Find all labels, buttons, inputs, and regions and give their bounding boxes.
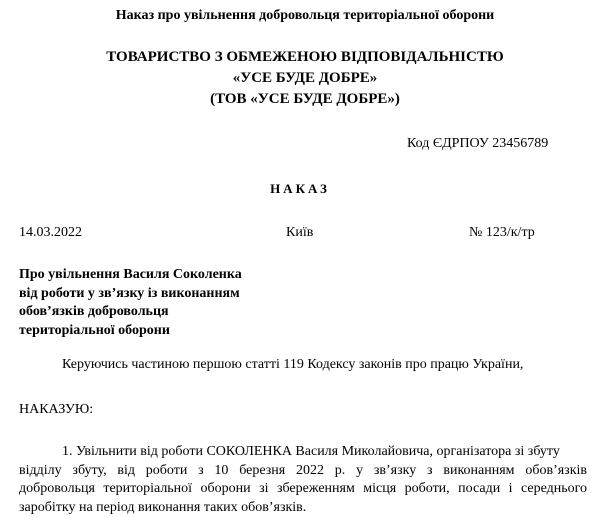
organization-full-name: ТОВАРИСТВО З ОБМЕЖЕНОЮ ВІДПОВІДАЛЬНІСТЮ (0, 47, 600, 68)
legal-basis: Керуючись частиною першою статті 119 Кодексу законів про працю України, (62, 356, 523, 374)
subject-line: територіальної оборони (19, 322, 242, 341)
item-line: добровольця територіальної оборони зі збереженням місця роботи, посади і середнього (19, 480, 587, 499)
item-line: заробітку на період виконання таких обов’язків. (19, 499, 587, 517)
edrpou-code: Код ЄДРПОУ 23456789 (407, 135, 548, 153)
organization-abbreviation: (ТОВ «УСЕ БУДЕ ДОБРЕ») (0, 89, 600, 110)
orders-label: НАКАЗУЮ: (19, 401, 93, 419)
order-heading: НАКАЗ (0, 180, 600, 198)
subject-line: Про увільнення Василя Соколенка (19, 266, 242, 285)
subject-line: обов’язків добровольця (19, 303, 242, 322)
order-city: Київ (286, 224, 313, 242)
order-subject (19, 266, 242, 340)
organization-name-block (0, 47, 600, 110)
item-line: 1. Увільнити від роботи СОКОЛЕНКА Василя Миколайовича, організатора зі збуту (19, 443, 587, 462)
item-line: відділу збуту, від роботи з 10 березня 2022 р. у зв’язку з виконанням обов’язків (19, 462, 587, 481)
subject-line: від роботи у зв’язку із виконанням (19, 285, 242, 304)
organization-short-name: «УСЕ БУДЕ ДОБРЕ» (0, 68, 600, 89)
document-title: Наказ про увільнення добровольця територіальної оборони (0, 7, 600, 25)
order-date: 14.03.2022 (19, 224, 82, 242)
order-number: № 123/к/тр (469, 224, 535, 242)
